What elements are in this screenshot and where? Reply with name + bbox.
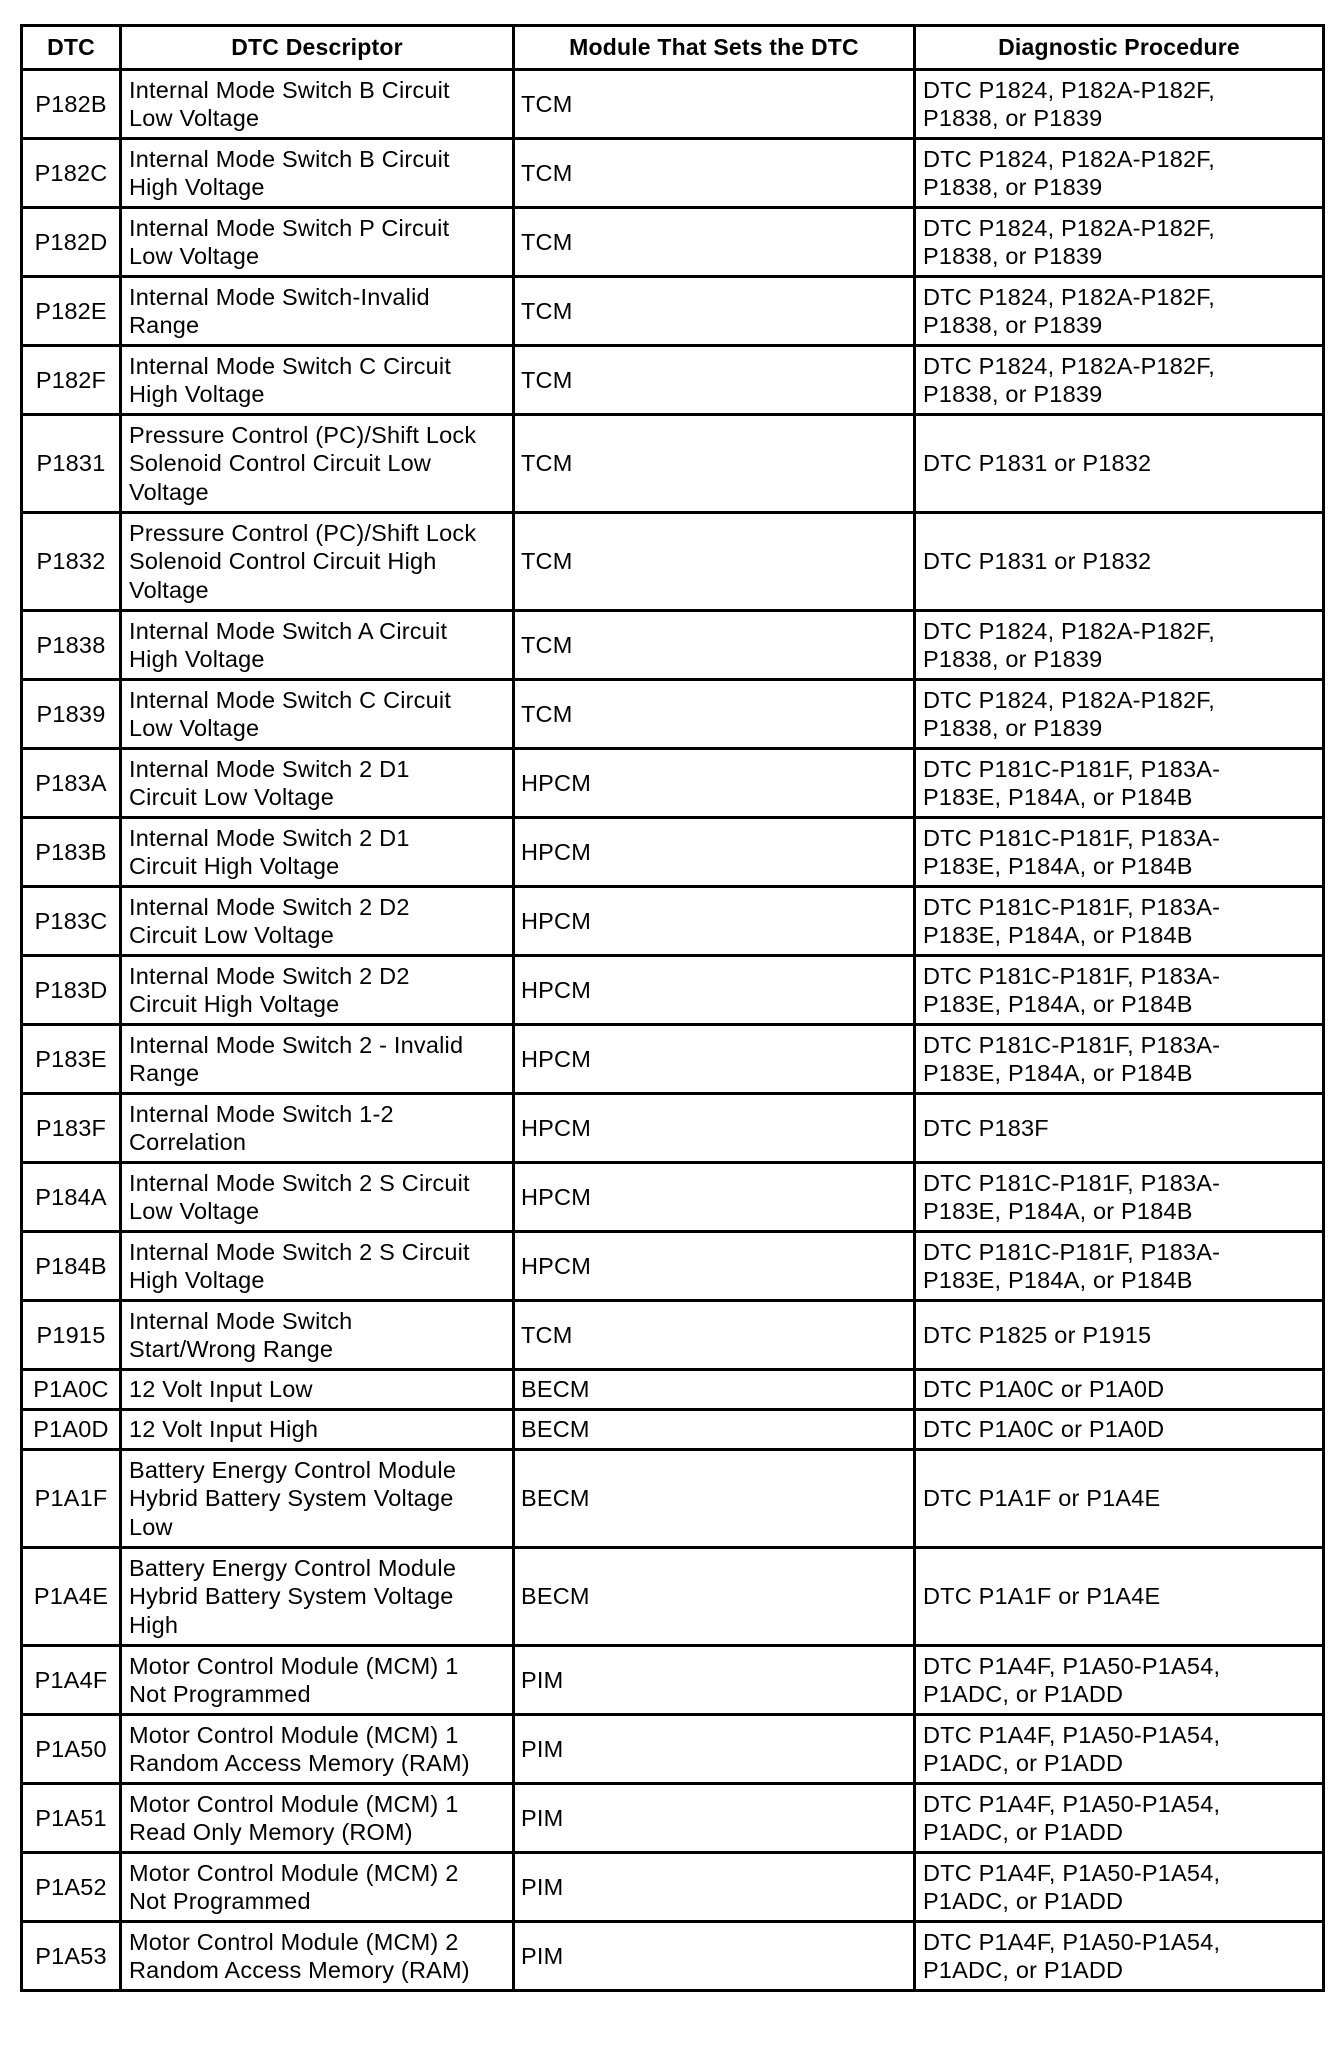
cell-procedure: DTC P1A1F or P1A4E (915, 1548, 1324, 1646)
cell-module: TCM (514, 680, 915, 749)
cell-dtc: P182E (22, 277, 121, 346)
table-row (22, 1922, 1324, 1991)
cell-module: HPCM (514, 887, 915, 956)
cell-module: HPCM (514, 1232, 915, 1301)
cell-procedure: DTC P181C-P181F, P183A- P183E, P184A, or P184B (915, 1163, 1324, 1232)
table-row (22, 1715, 1324, 1784)
cell-dtc: P184B (22, 1232, 121, 1301)
table-row (22, 1370, 1324, 1410)
cell-dtc: P183B (22, 818, 121, 887)
cell-module: TCM (514, 346, 915, 415)
cell-procedure: DTC P183F (915, 1094, 1324, 1163)
header-dtc-descriptor: DTC Descriptor (121, 26, 514, 70)
cell-module: BECM (514, 1410, 915, 1450)
cell-descriptor: Motor Control Module (MCM) 1 Random Access Memory (RAM) (121, 1715, 514, 1784)
table-row (22, 1163, 1324, 1232)
cell-descriptor: Internal Mode Switch C Circuit Low Voltage (121, 680, 514, 749)
cell-module: PIM (514, 1784, 915, 1853)
cell-module: TCM (514, 415, 915, 513)
cell-module: HPCM (514, 1163, 915, 1232)
cell-descriptor: Internal Mode Switch 2 S Circuit Low Voltage (121, 1163, 514, 1232)
cell-procedure: DTC P1825 or P1915 (915, 1301, 1324, 1370)
cell-descriptor: Internal Mode Switch B Circuit Low Voltage (121, 70, 514, 139)
cell-descriptor: Motor Control Module (MCM) 2 Random Access Memory (RAM) (121, 1922, 514, 1991)
table-row (22, 1301, 1324, 1370)
dtc-table (20, 24, 1325, 1992)
cell-dtc: P1A4E (22, 1548, 121, 1646)
cell-dtc: P182F (22, 346, 121, 415)
table-row (22, 1784, 1324, 1853)
table-body (22, 70, 1324, 1991)
table-row (22, 70, 1324, 139)
cell-module: PIM (514, 1646, 915, 1715)
table-row (22, 956, 1324, 1025)
cell-module: TCM (514, 139, 915, 208)
cell-dtc: P1A0D (22, 1410, 121, 1450)
cell-dtc: P1839 (22, 680, 121, 749)
cell-procedure: DTC P181C-P181F, P183A- P183E, P184A, or P184B (915, 1232, 1324, 1301)
cell-module: HPCM (514, 749, 915, 818)
table-row (22, 749, 1324, 818)
table-row (22, 680, 1324, 749)
cell-procedure: DTC P1831 or P1832 (915, 513, 1324, 611)
cell-procedure: DTC P181C-P181F, P183A- P183E, P184A, or P184B (915, 1025, 1324, 1094)
cell-dtc: P1A53 (22, 1922, 121, 1991)
cell-procedure: DTC P1824, P182A-P182F, P1838, or P1839 (915, 139, 1324, 208)
cell-dtc: P1A1F (22, 1450, 121, 1548)
cell-dtc: P1A0C (22, 1370, 121, 1410)
table-row (22, 887, 1324, 956)
cell-dtc: P182B (22, 70, 121, 139)
cell-dtc: P183E (22, 1025, 121, 1094)
cell-module: TCM (514, 70, 915, 139)
table-row (22, 277, 1324, 346)
table-row (22, 415, 1324, 513)
cell-descriptor: Battery Energy Control Module Hybrid Battery System Voltage High (121, 1548, 514, 1646)
cell-descriptor: Internal Mode Switch 2 D1 Circuit Low Voltage (121, 749, 514, 818)
cell-module: TCM (514, 611, 915, 680)
cell-descriptor: Internal Mode Switch 2 S Circuit High Voltage (121, 1232, 514, 1301)
cell-dtc: P182D (22, 208, 121, 277)
cell-descriptor: Pressure Control (PC)/Shift Lock Solenoid Control Circuit Low Voltage (121, 415, 514, 513)
cell-module: BECM (514, 1370, 915, 1410)
cell-descriptor: Internal Mode Switch 2 D1 Circuit High Voltage (121, 818, 514, 887)
cell-descriptor: Internal Mode Switch P Circuit Low Voltage (121, 208, 514, 277)
cell-descriptor: Internal Mode Switch 2 D2 Circuit Low Voltage (121, 887, 514, 956)
table-row (22, 1646, 1324, 1715)
cell-procedure: DTC P181C-P181F, P183A- P183E, P184A, or P184B (915, 887, 1324, 956)
cell-descriptor: Battery Energy Control Module Hybrid Battery System Voltage Low (121, 1450, 514, 1548)
cell-dtc: P1832 (22, 513, 121, 611)
cell-dtc: P1915 (22, 1301, 121, 1370)
table-row (22, 1548, 1324, 1646)
table-row (22, 818, 1324, 887)
cell-procedure: DTC P1A4F, P1A50-P1A54, P1ADC, or P1ADD (915, 1922, 1324, 1991)
cell-dtc: P183A (22, 749, 121, 818)
cell-descriptor: Motor Control Module (MCM) 1 Read Only Memory (ROM) (121, 1784, 514, 1853)
cell-dtc: P183C (22, 887, 121, 956)
table-row (22, 1232, 1324, 1301)
cell-module: BECM (514, 1548, 915, 1646)
cell-procedure: DTC P1A4F, P1A50-P1A54, P1ADC, or P1ADD (915, 1715, 1324, 1784)
cell-module: HPCM (514, 818, 915, 887)
cell-module: HPCM (514, 1025, 915, 1094)
cell-procedure: DTC P1831 or P1832 (915, 415, 1324, 513)
cell-descriptor: 12 Volt Input Low (121, 1370, 514, 1410)
cell-procedure: DTC P181C-P181F, P183A- P183E, P184A, or P184B (915, 818, 1324, 887)
cell-module: HPCM (514, 956, 915, 1025)
table-row (22, 208, 1324, 277)
cell-module: PIM (514, 1715, 915, 1784)
table-row (22, 513, 1324, 611)
cell-procedure: DTC P1A1F or P1A4E (915, 1450, 1324, 1548)
table-row (22, 1853, 1324, 1922)
cell-module: PIM (514, 1853, 915, 1922)
cell-dtc: P1838 (22, 611, 121, 680)
cell-module: TCM (514, 1301, 915, 1370)
cell-descriptor: Internal Mode Switch B Circuit High Voltage (121, 139, 514, 208)
cell-procedure: DTC P181C-P181F, P183A- P183E, P184A, or P184B (915, 749, 1324, 818)
cell-dtc: P1A4F (22, 1646, 121, 1715)
header-module: Module That Sets the DTC (514, 26, 915, 70)
table-row (22, 1450, 1324, 1548)
cell-dtc: P184A (22, 1163, 121, 1232)
cell-module: HPCM (514, 1094, 915, 1163)
cell-module: TCM (514, 513, 915, 611)
cell-descriptor: Internal Mode Switch 2 - Invalid Range (121, 1025, 514, 1094)
cell-module: TCM (514, 208, 915, 277)
cell-procedure: DTC P1824, P182A-P182F, P1838, or P1839 (915, 680, 1324, 749)
cell-procedure: DTC P1824, P182A-P182F, P1838, or P1839 (915, 277, 1324, 346)
table-row (22, 1094, 1324, 1163)
cell-dtc: P183F (22, 1094, 121, 1163)
cell-procedure: DTC P1A4F, P1A50-P1A54, P1ADC, or P1ADD (915, 1853, 1324, 1922)
table-row (22, 1025, 1324, 1094)
cell-procedure: DTC P1A0C or P1A0D (915, 1370, 1324, 1410)
table-row (22, 139, 1324, 208)
cell-descriptor: Motor Control Module (MCM) 2 Not Programmed (121, 1853, 514, 1922)
cell-descriptor: Internal Mode Switch 1-2 Correlation (121, 1094, 514, 1163)
cell-procedure: DTC P1824, P182A-P182F, P1838, or P1839 (915, 208, 1324, 277)
cell-module: PIM (514, 1922, 915, 1991)
cell-descriptor: Motor Control Module (MCM) 1 Not Programmed (121, 1646, 514, 1715)
cell-module: TCM (514, 277, 915, 346)
cell-module: BECM (514, 1450, 915, 1548)
cell-descriptor: Internal Mode Switch C Circuit High Voltage (121, 346, 514, 415)
cell-descriptor: Internal Mode Switch A Circuit High Voltage (121, 611, 514, 680)
cell-procedure: DTC P1A4F, P1A50-P1A54, P1ADC, or P1ADD (915, 1784, 1324, 1853)
cell-descriptor: Pressure Control (PC)/Shift Lock Solenoid Control Circuit High Voltage (121, 513, 514, 611)
table-row (22, 1410, 1324, 1450)
cell-procedure: DTC P181C-P181F, P183A- P183E, P184A, or P184B (915, 956, 1324, 1025)
header-diagnostic-procedure: Diagnostic Procedure (915, 26, 1324, 70)
dtc-table-page (20, 24, 1322, 1992)
table-header-row (22, 26, 1324, 70)
cell-procedure: DTC P1824, P182A-P182F, P1838, or P1839 (915, 346, 1324, 415)
cell-dtc: P1A50 (22, 1715, 121, 1784)
header-dtc: DTC (22, 26, 121, 70)
cell-dtc: P1A52 (22, 1853, 121, 1922)
cell-dtc: P182C (22, 139, 121, 208)
cell-descriptor: Internal Mode Switch 2 D2 Circuit High Voltage (121, 956, 514, 1025)
cell-descriptor: 12 Volt Input High (121, 1410, 514, 1450)
cell-dtc: P183D (22, 956, 121, 1025)
cell-descriptor: Internal Mode Switch-Invalid Range (121, 277, 514, 346)
cell-descriptor: Internal Mode Switch Start/Wrong Range (121, 1301, 514, 1370)
cell-procedure: DTC P1A4F, P1A50-P1A54, P1ADC, or P1ADD (915, 1646, 1324, 1715)
cell-procedure: DTC P1824, P182A-P182F, P1838, or P1839 (915, 70, 1324, 139)
cell-procedure: DTC P1A0C or P1A0D (915, 1410, 1324, 1450)
table-row (22, 611, 1324, 680)
cell-dtc: P1831 (22, 415, 121, 513)
table-row (22, 346, 1324, 415)
cell-procedure: DTC P1824, P182A-P182F, P1838, or P1839 (915, 611, 1324, 680)
cell-dtc: P1A51 (22, 1784, 121, 1853)
